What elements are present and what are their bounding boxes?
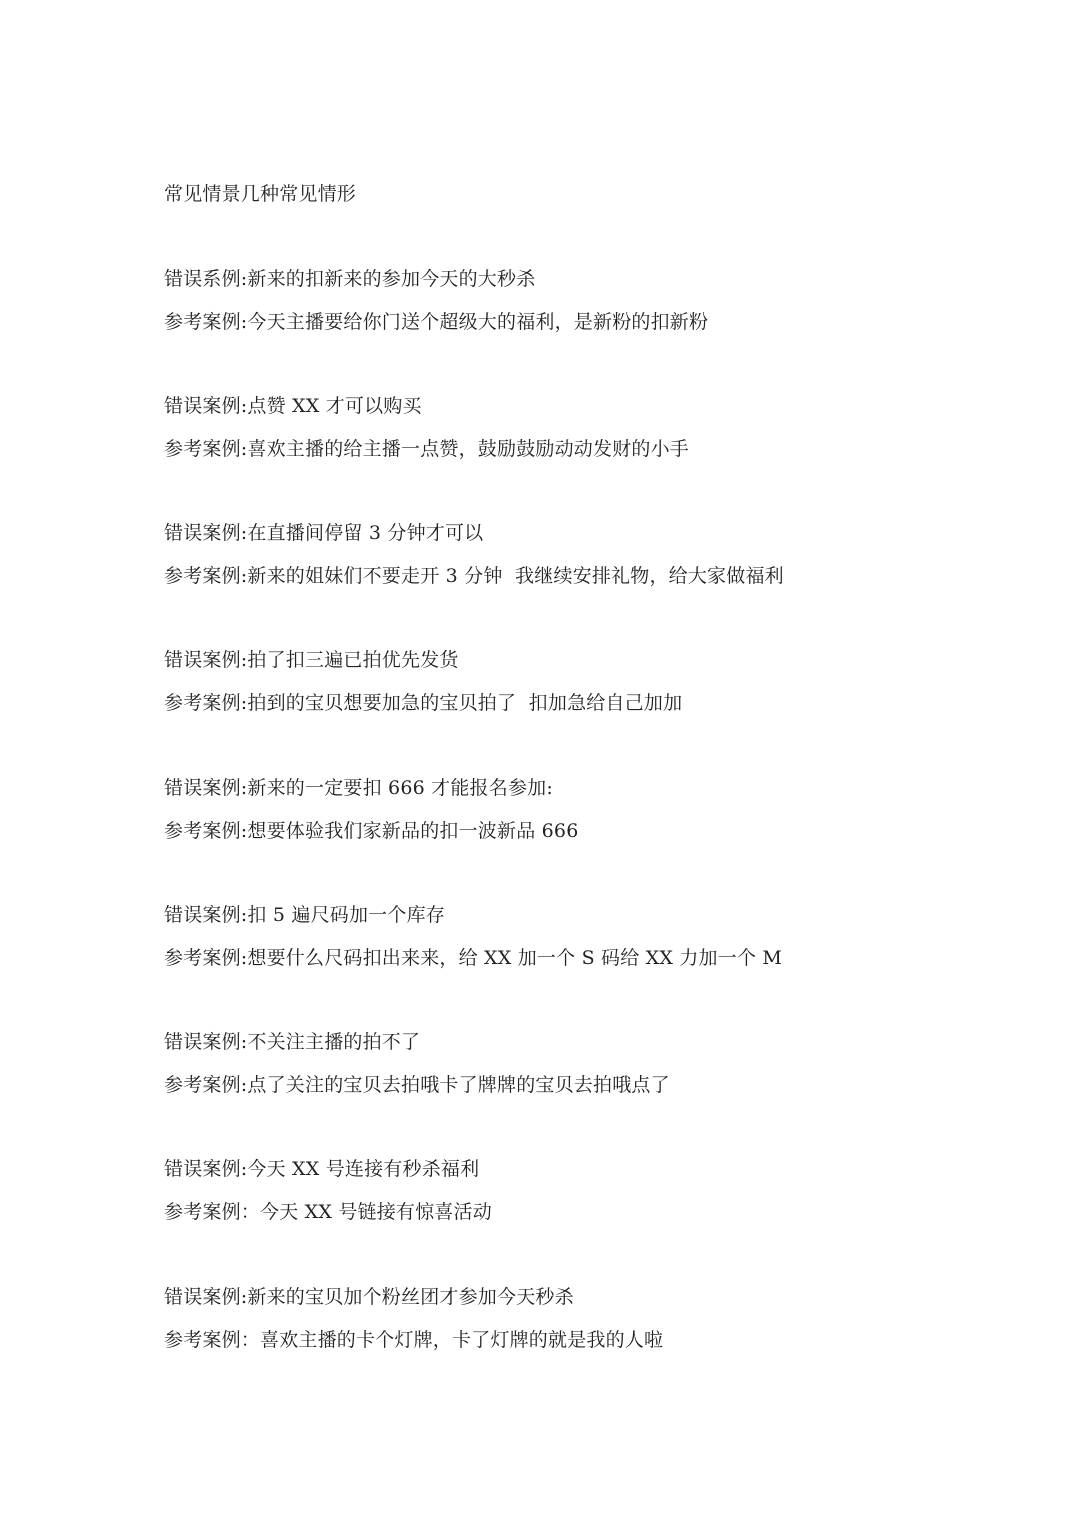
reference-example-9: 参考案例：喜欢主播的卡个灯牌，卡了灯牌的就是我的人啦 xyxy=(164,1329,664,1351)
reference-example-2: 参考案例:喜欢主播的给主播一点赞，鼓励鼓励动动发财的小手 xyxy=(164,438,690,460)
wrong-example-7: 错误案例:不关注主播的拍不了 xyxy=(164,1031,421,1053)
wrong-example-3: 错误案例:在直播间停留 3 分钟才可以 xyxy=(164,522,484,544)
wrong-example-5: 错误案例:新来的一定要扣 666 才能报名参加: xyxy=(164,777,553,799)
wrong-example-2: 错误案例:点赞 XX 才可以购买 xyxy=(164,395,422,417)
document-title: 常见情景几种常见情形 xyxy=(164,183,357,205)
wrong-example-1: 错误系例:新来的扣新来的参加今天的大秒杀 xyxy=(164,268,536,290)
reference-example-1: 参考案例:今天主播要给你门送个超级大的福利，是新粉的扣新粉 xyxy=(164,311,709,333)
wrong-example-4: 错误案例:拍了扣三遍已拍优先发货 xyxy=(164,649,459,671)
reference-example-5: 参考案例:想要体验我们家新品的扣一波新品 666 xyxy=(164,820,579,842)
reference-example-7: 参考案例:点了关注的宝贝去拍哦卡了牌牌的宝贝去拍哦点了 xyxy=(164,1074,670,1096)
reference-example-3: 参考案例:新来的姐妹们不要走开 3 分钟 我继续安排礼物，给大家做福利 xyxy=(164,565,784,587)
wrong-example-8: 错误案例:今天 XX 号连接有秒杀福利 xyxy=(164,1158,480,1180)
reference-example-6: 参考案例:想要什么尺码扣出来来，给 XX 加一个 S 码给 XX 力加一个 M xyxy=(164,947,783,969)
wrong-example-6: 错误案例:扣 5 遍尺码加一个库存 xyxy=(164,904,445,926)
reference-example-8: 参考案例：今天 XX 号链接有惊喜活动 xyxy=(164,1201,492,1223)
wrong-example-9: 错误案例:新来的宝贝加个粉丝团才参加今天秒杀 xyxy=(164,1286,574,1308)
reference-example-4: 参考案例:拍到的宝贝想要加急的宝贝拍了 扣加急给自己加加 xyxy=(164,692,683,714)
